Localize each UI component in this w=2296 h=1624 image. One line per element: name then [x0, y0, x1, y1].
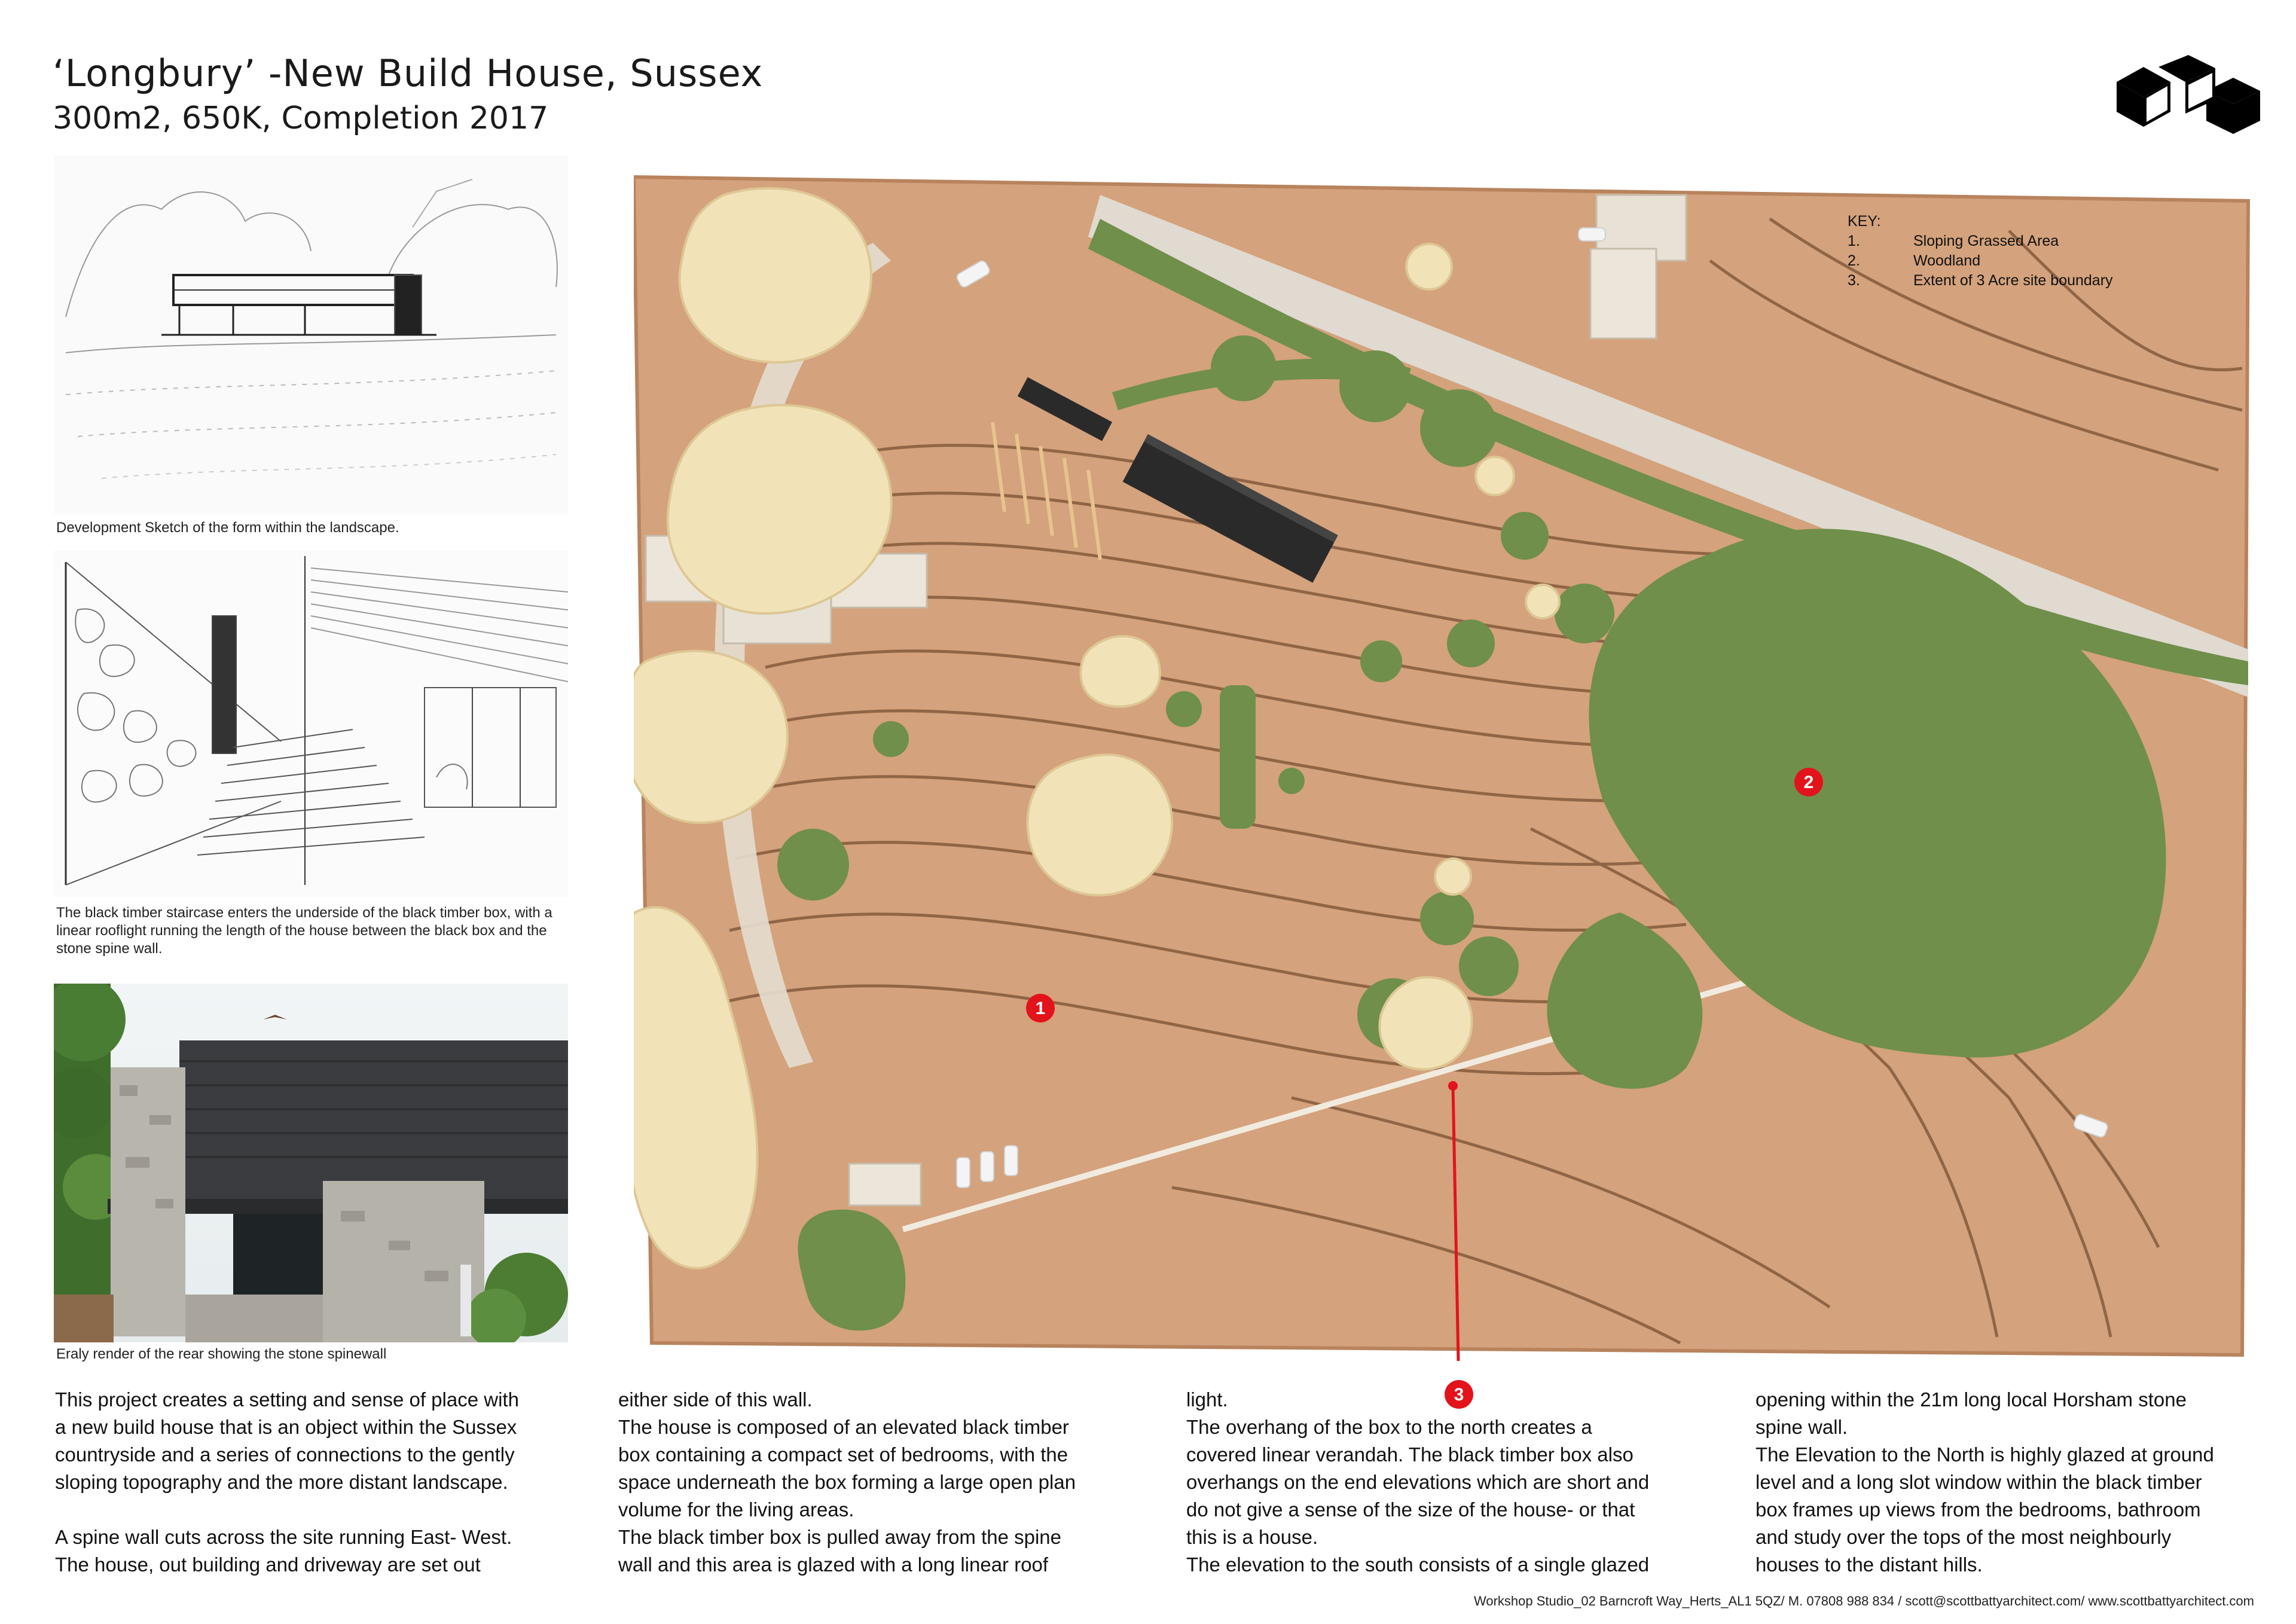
site-model — [634, 171, 2254, 1361]
marker-2-label: 2 — [1803, 773, 1814, 792]
footer-contact: Workshop Studio_02 Barncroft Way_Herts_AL1 5QZ/ M. 07808 988 834 / scott@scottbattyarchitect.com/ www.scottbattyarchitect.com — [1473, 1594, 2254, 1608]
studio-logo — [2111, 55, 2266, 139]
marker-1-label: 1 — [1035, 999, 1046, 1018]
key-item — [1848, 251, 2113, 271]
key-item-label: Woodland — [1913, 252, 1981, 269]
description-column-2: either side of this wall. The house is composed of an elevated black timber box containing a compact set of bedrooms, with the space underneath the box forming a large open plan volume for the living areas. The black timber box is pulled away from the spine wall and this area is glazed with a long linear roof — [618, 1388, 1076, 1576]
description-column-1: This project creates a setting and sense of place with a new build house that is an object within the Sussex countryside and a series of connections to the gently sloping topography and the more distant landscape. A spine wall cuts across the site running East- West. The house, out building and driveway are set out — [55, 1388, 519, 1576]
key-item — [1848, 271, 2113, 291]
key-item — [1848, 231, 2113, 251]
rear-render — [54, 984, 568, 1342]
marker-3-label: 3 — [1454, 1385, 1464, 1405]
key-item-number: 1. — [1848, 233, 1860, 249]
key-heading: KEY: — [1848, 213, 1881, 230]
key-item-number: 3. — [1848, 272, 1860, 289]
page-subtitle: 300m2, 650K, Completion 2017 — [53, 100, 549, 136]
staircase-sketch-caption: The black timber staircase enters the underside of the black timber box, with a linear rooflight running the length of the house between the black box and the stone spine wall. — [56, 905, 552, 957]
staircase-sketch — [54, 550, 568, 897]
rear-render-caption: Eraly render of the rear showing the stone spinewall — [56, 1346, 387, 1362]
key-item-number: 2. — [1848, 252, 1860, 269]
description-column-4: opening within the 21m long local Horsham stone spine wall. The Elevation to the North is highly glazed at ground level and a long slot window within the black timber box frames up views from the bedrooms, bathroom and study over the tops of the most neighbourly houses to the distant hills. — [1755, 1388, 2214, 1576]
key-item-label: Extent of 3 Acre site boundary — [1913, 272, 2113, 289]
development-sketch-caption: Development Sketch of the form within the landscape. — [56, 520, 399, 536]
page-title: ‘Longbury’ -New Build House, Sussex — [53, 51, 764, 95]
description-column-3: light. The overhang of the box to the north creates a covered linear verandah. The black timber box also overhangs on the end elevations which are short and do not give a sense of the size of the house- or that this is a house. The elevation to the south consists of a single glazed — [1186, 1388, 1650, 1576]
model-key — [1848, 212, 2113, 291]
key-item-label: Sloping Grassed Area — [1913, 233, 2059, 249]
development-sketch — [54, 155, 568, 514]
